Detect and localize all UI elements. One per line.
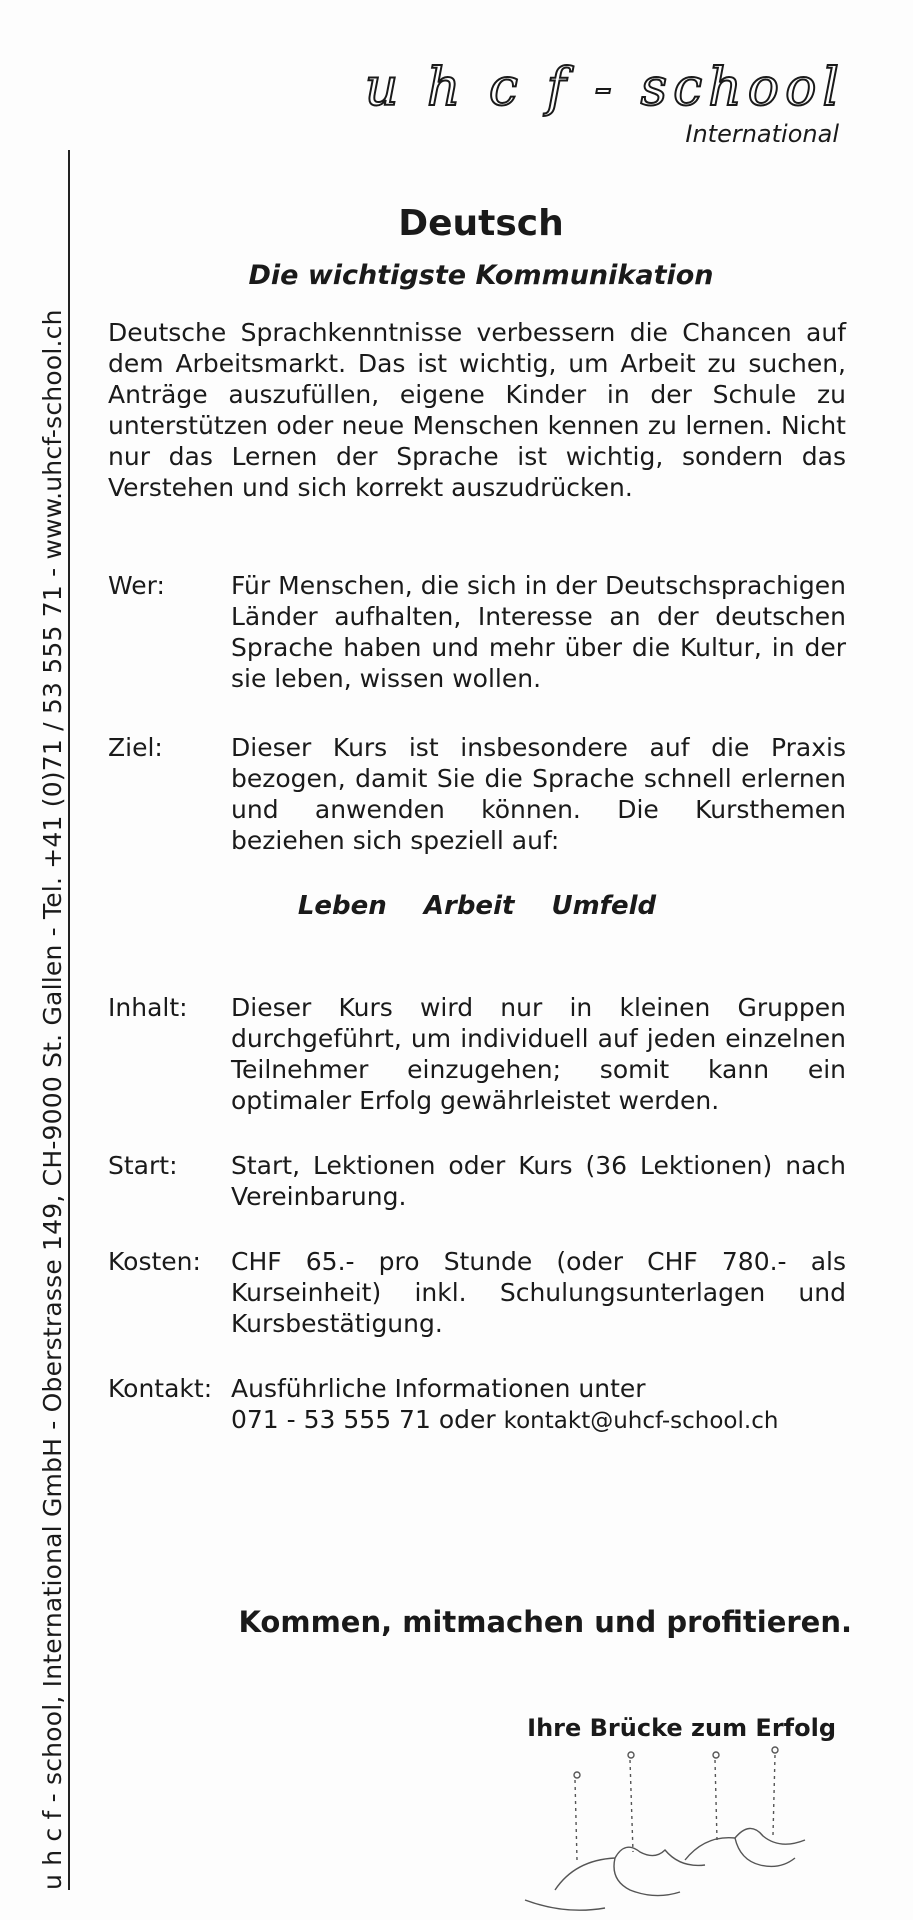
section-label: Start: [108,1151,178,1180]
intro-paragraph: Deutsche Sprachkenntnisse verbessern die Chancen auf dem Arbeitsmarkt. Das ist wichtig, um Arbeit zu suchen, Anträge auszufüllen, eigene Kinder in der Schule zu unterstützen oder neue Menschen kennen zu lernen. Nicht nur das Lernen der Sprache ist wichtig, sondern das Verstehen und sich korrekt auszudrücken. [108,318,846,502]
sidebar-divider [68,150,70,1890]
logo-subtitle: International [685,120,839,148]
contact-connector: oder [438,1405,496,1434]
section-text: Start, Lektionen oder Kurs (36 Lektionen) nach Vereinbarung. [231,1151,846,1211]
section-label: Inhalt: [108,993,188,1022]
section-text: Dieser Kurs wird nur in kleinen Gruppen durchgeführt, um individuell auf jeden einzelnen Teilnehmer einzugehen; somit kann ein optimaler Erfolg gewährleistet werden. [231,993,846,1115]
section-text [231,1373,846,1437]
school-logo [364,58,845,148]
contact-intro: Ausführliche Informationen unter [231,1374,646,1403]
puzzle-bridge-illustration [505,1740,835,1915]
slogan: Kommen, mitmachen und profitieren. [238,1605,852,1639]
section-text: Für Menschen, die sich in der Deutschsprachigen Länder aufhalten, Interesse an der deutschen Sprache haben und mehr über die Kultur, in der sie leben, wissen wollen. [231,571,846,693]
contact-line [231,1404,846,1437]
page-title: Deutsch [398,203,564,244]
section-text: CHF 65.- pro Stunde (oder CHF 780.- als Kurseinheit) inkl. Schulungsunterlagen und Kursbestätigung. [231,1247,846,1338]
topic-keyword: Umfeld [551,891,657,921]
section-label: Ziel: [108,733,163,762]
section-label: Kontakt: [108,1374,213,1403]
section-label: Kosten: [108,1247,201,1276]
topic-keyword: Arbeit [423,891,515,921]
page-subtitle: Die wichtigste Kommunikation [248,260,714,291]
contact-email[interactable]: kontakt@uhcf-school.ch [503,1408,779,1434]
sidebar-contact-text: u h c f - school, International GmbH - Oberstrasse 149, CH-9000 St. Gallen - Tel. +41 (0)71 / 53 555 71 - www.uhcf-school.ch [38,309,67,1890]
contact-phone[interactable]: 071 - 53 555 71 [231,1405,431,1434]
tagline: Ihre Brücke zum Erfolg [527,1714,836,1742]
section-text: Dieser Kurs ist insbesondere auf die Praxis bezogen, damit Sie die Sprache schnell erlernen und anwenden können. Die Kursthemen beziehen sich speziell auf: [231,733,846,855]
section-label: Wer: [108,571,165,600]
course-topics [108,891,846,921]
logo-wordmark: u h c f - school [364,58,845,118]
topic-keyword: Leben [297,891,387,921]
